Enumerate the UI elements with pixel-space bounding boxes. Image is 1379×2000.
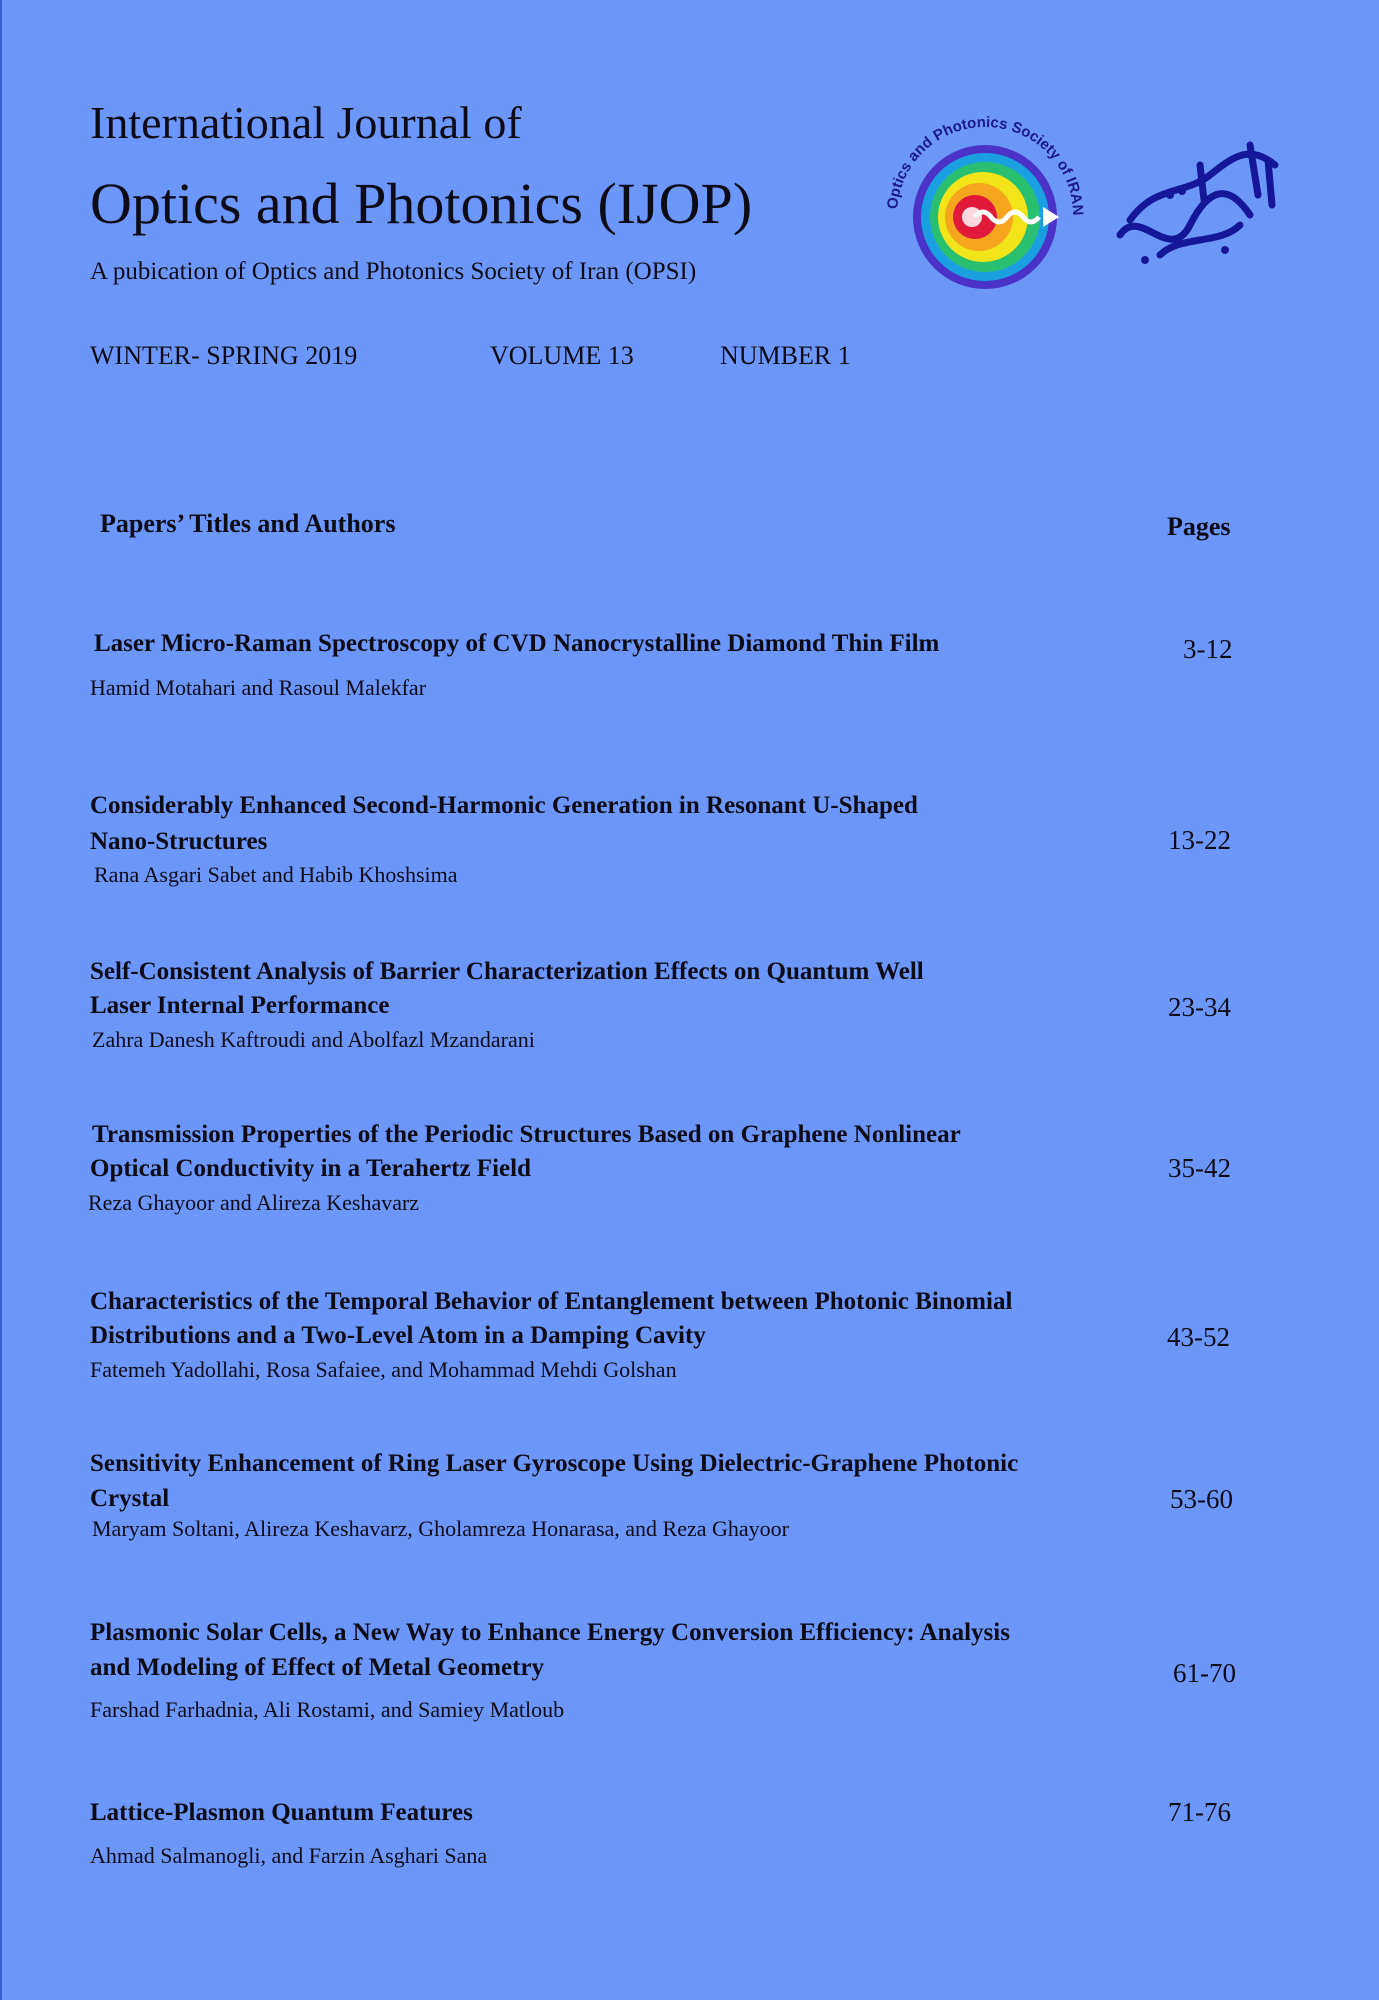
contents-header-titles: Papers’ Titles and Authors [100, 509, 396, 538]
paper-4-authors: Reza Ghayoor and Alireza Keshavarz [88, 1190, 420, 1215]
contents-header-pages: Pages [1167, 512, 1231, 541]
logo-ring-text: Optics and Photonics Society of IRAN [884, 113, 1087, 216]
paper-8-authors: Ahmad Salmanogli, and Farzin Asghari Sana [90, 1843, 488, 1868]
paper-7-title-line2: and Modeling of Effect of Metal Geometry [90, 1654, 545, 1681]
paper-5-authors: Fatemeh Yadollahi, Rosa Safaiee, and Mohammad Mehdi Golshan [90, 1357, 677, 1382]
issue-season: WINTER- SPRING 2019 [90, 341, 358, 370]
opsi-ring-logo-icon [875, 95, 1095, 305]
paper-7-pages: 61-70 [1173, 1658, 1236, 1688]
paper-1-pages: 3-12 [1183, 634, 1233, 664]
paper-5-title-line2: Distributions and a Two-Level Atom in a Damping Cavity [90, 1322, 706, 1349]
paper-8-pages: 71-76 [1168, 1797, 1231, 1827]
paper-2-title-line2: Nano-Structures [90, 828, 268, 855]
opsi-persian-calligraphy-icon [1100, 125, 1290, 275]
paper-3-title-line1: Self-Consistent Analysis of Barrier Characterization Effects on Quantum Well [90, 958, 924, 985]
paper-4-pages: 35-42 [1168, 1153, 1231, 1183]
paper-6-title-line1: Sensitivity Enhancement of Ring Laser Gyroscope Using Dielectric-Graphene Photonic [90, 1450, 1019, 1477]
paper-1-title-line1: Laser Micro-Raman Spectroscopy of CVD Nanocrystalline Diamond Thin Film [94, 630, 940, 657]
paper-2-title-line1: Considerably Enhanced Second-Harmonic Generation in Resonant U-Shaped [90, 792, 918, 819]
paper-3-pages: 23-34 [1168, 992, 1231, 1022]
paper-6-pages: 53-60 [1170, 1484, 1233, 1514]
paper-4-title-line1: Transmission Properties of the Periodic Structures Based on Graphene Nonlinear [92, 1121, 961, 1148]
paper-5-title-line1: Characteristics of the Temporal Behavior of Entanglement between Photonic Binomial [90, 1288, 1013, 1315]
paper-8-title-line1: Lattice-Plasmon Quantum Features [90, 1799, 473, 1826]
paper-2-authors: Rana Asgari Sabet and Habib Khoshsima [94, 862, 458, 887]
page-left-edge [0, 0, 2, 2000]
calligraphy-strokes [1120, 145, 1275, 255]
paper-3-title-line2: Laser Internal Performance [90, 992, 390, 1019]
journal-title-line2: Optics and Photonics (IJOP) [90, 171, 753, 236]
issue-volume: VOLUME 13 [490, 341, 634, 370]
issue-number: NUMBER 1 [720, 341, 851, 370]
paper-7-title-line1: Plasmonic Solar Cells, a New Way to Enhance Energy Conversion Efficiency: Analysis [90, 1619, 1010, 1646]
journal-title-line1: International Journal of [90, 97, 522, 148]
logo-ring-core [962, 207, 982, 227]
paper-7-authors: Farshad Farhadnia, Ali Rostami, and Samiey Matloub [90, 1697, 565, 1722]
paper-6-authors: Maryam Soltani, Alireza Keshavarz, Gholamreza Honarasa, and Reza Ghayoor [92, 1516, 789, 1541]
paper-2-pages: 13-22 [1168, 825, 1231, 855]
paper-3-authors: Zahra Danesh Kaftroudi and Abolfazl Mzandarani [92, 1027, 535, 1052]
paper-1-authors: Hamid Motahari and Rasoul Malekfar [90, 675, 427, 700]
journal-subtitle: A pubication of Optics and Photonics Society of Iran (OPSI) [90, 258, 697, 285]
paper-5-pages: 43-52 [1167, 1322, 1230, 1352]
paper-6-title-line2: Crystal [90, 1485, 170, 1512]
paper-4-title-line2: Optical Conductivity in a Terahertz Field [90, 1155, 531, 1182]
